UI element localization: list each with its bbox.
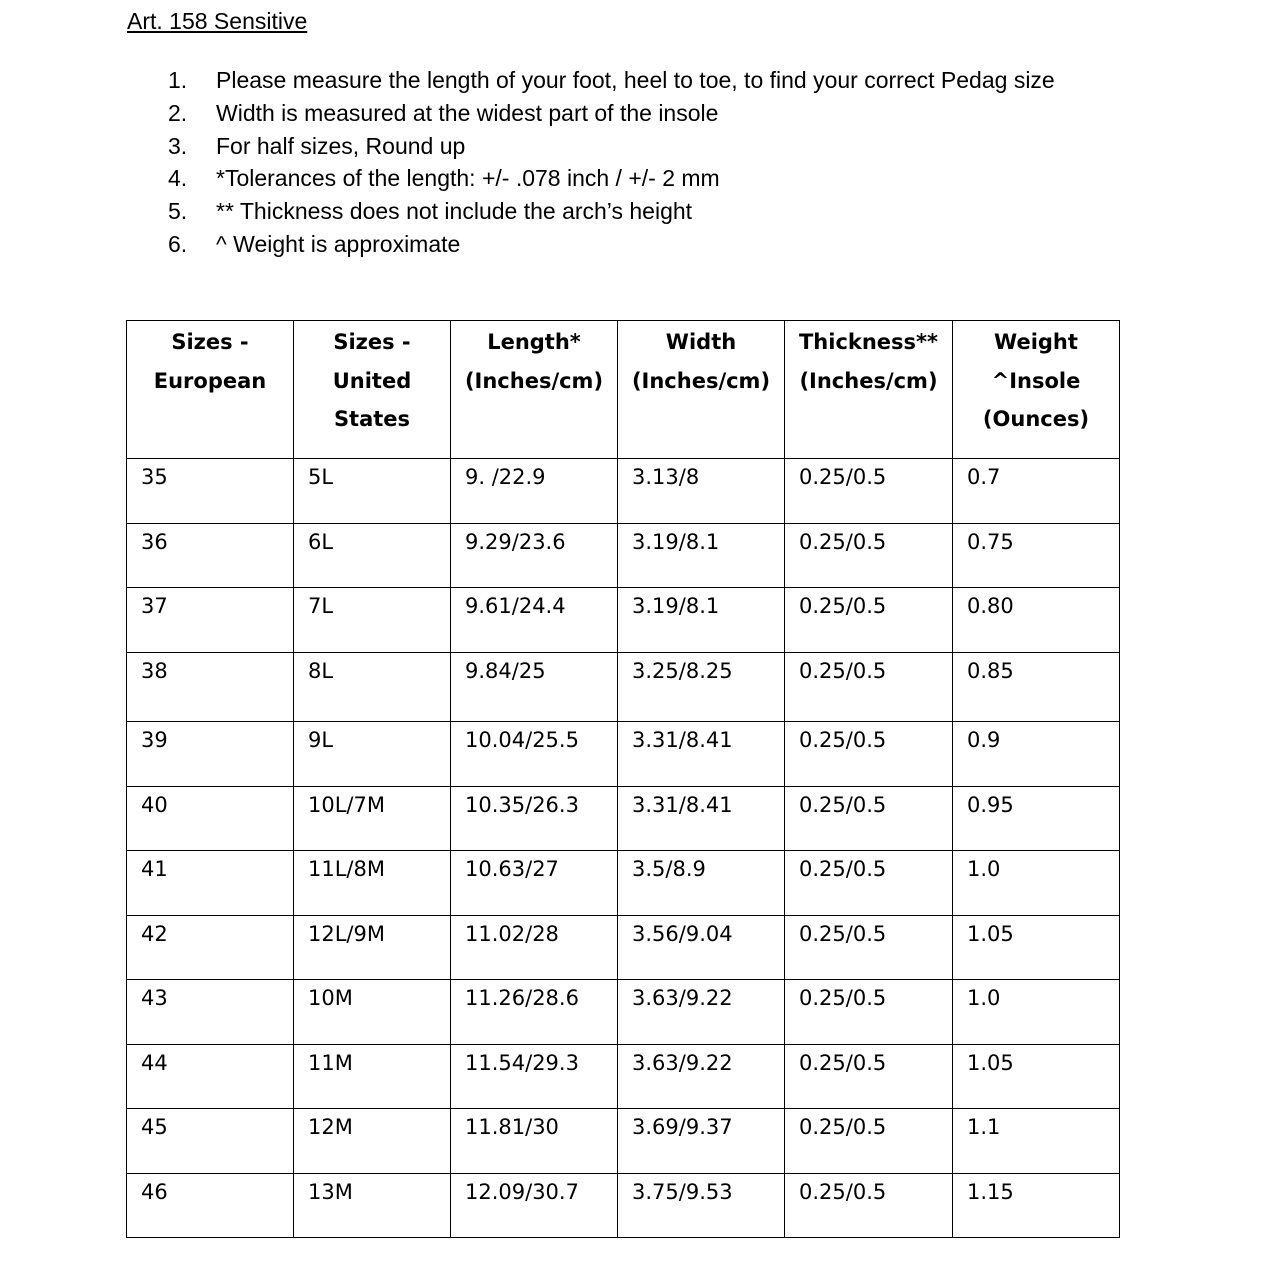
- cell-thickness: 0.25/0.5: [785, 851, 953, 916]
- instruction-item: [168, 195, 1055, 228]
- cell-length: 11.81/30: [451, 1109, 618, 1174]
- cell-thickness: 0.25/0.5: [785, 916, 953, 980]
- cell-thickness: 0.25/0.5: [785, 980, 953, 1045]
- cell-european-size: 45: [127, 1109, 294, 1174]
- table-row: [127, 1174, 1120, 1238]
- cell-european-size: 42: [127, 916, 294, 980]
- instruction-number: 5.: [168, 198, 188, 225]
- instruction-number: 6.: [168, 230, 188, 257]
- cell-width: 3.63/9.22: [618, 1045, 785, 1109]
- table-row: [127, 722, 1120, 787]
- cell-width: 3.56/9.04: [618, 916, 785, 980]
- cell-weight: 0.9: [953, 722, 1120, 787]
- cell-weight: 1.1: [953, 1109, 1120, 1174]
- cell-length: 9.84/25: [451, 653, 618, 722]
- header-weight: Weight ^Insole (Ounces): [953, 321, 1120, 459]
- cell-length: 10.35/26.3: [451, 787, 618, 851]
- table-row: [127, 653, 1120, 722]
- table-row: [127, 588, 1120, 653]
- cell-thickness: 0.25/0.5: [785, 524, 953, 588]
- cell-weight: 0.80: [953, 588, 1120, 653]
- cell-length: 11.54/29.3: [451, 1045, 618, 1109]
- table-row: [127, 1045, 1120, 1109]
- cell-width: 3.19/8.1: [618, 588, 785, 653]
- instruction-number: 3.: [168, 132, 188, 159]
- cell-width: 3.31/8.41: [618, 722, 785, 787]
- instruction-text: Width is measured at the widest part of the insole: [216, 99, 719, 126]
- instruction-number: 1.: [168, 67, 188, 93]
- header-length: Length* (Inches/cm): [451, 321, 618, 459]
- cell-weight: 0.75: [953, 524, 1120, 588]
- cell-us-size: 10L/7M: [294, 787, 451, 851]
- instruction-item: [168, 97, 1055, 130]
- cell-length: 11.26/28.6: [451, 980, 618, 1045]
- cell-length: 9.29/23.6: [451, 524, 618, 588]
- cell-weight: 1.15: [953, 1174, 1120, 1238]
- instruction-text: For half sizes, Round up: [216, 132, 466, 159]
- cell-us-size: 9L: [294, 722, 451, 787]
- cell-thickness: 0.25/0.5: [785, 588, 953, 653]
- cell-weight: 1.0: [953, 980, 1120, 1045]
- instruction-text: *Tolerances of the length: +/- .078 inch / +/- 2 mm: [216, 165, 720, 192]
- cell-european-size: 35: [127, 459, 294, 524]
- cell-weight: 0.95: [953, 787, 1120, 851]
- cell-thickness: 0.25/0.5: [785, 787, 953, 851]
- cell-weight: 1.05: [953, 916, 1120, 980]
- cell-european-size: 43: [127, 980, 294, 1045]
- cell-thickness: 0.25/0.5: [785, 653, 953, 722]
- cell-weight: 1.0: [953, 851, 1120, 916]
- cell-length: 10.04/25.5: [451, 722, 618, 787]
- cell-width: 3.69/9.37: [618, 1109, 785, 1174]
- cell-european-size: 41: [127, 851, 294, 916]
- instruction-number: 2.: [168, 99, 188, 126]
- cell-length: 9. /22.9: [451, 459, 618, 524]
- instruction-item: [168, 228, 1055, 261]
- cell-width: 3.31/8.41: [618, 787, 785, 851]
- cell-european-size: 36: [127, 524, 294, 588]
- cell-width: 3.5/8.9: [618, 851, 785, 916]
- instruction-text: ^ Weight is approximate: [216, 230, 461, 257]
- cell-length: 12.09/30.7: [451, 1174, 618, 1238]
- table-body: [127, 459, 1120, 1238]
- cell-width: 3.19/8.1: [618, 524, 785, 588]
- cell-european-size: 38: [127, 653, 294, 722]
- table-row: [127, 916, 1120, 980]
- cell-european-size: 40: [127, 787, 294, 851]
- cell-european-size: 46: [127, 1174, 294, 1238]
- cell-thickness: 0.25/0.5: [785, 1174, 953, 1238]
- cell-thickness: 0.25/0.5: [785, 722, 953, 787]
- size-chart-table: [126, 320, 1120, 1238]
- cell-length: 9.61/24.4: [451, 588, 618, 653]
- cell-us-size: 10M: [294, 980, 451, 1045]
- cell-length: 11.02/28: [451, 916, 618, 980]
- cell-us-size: 13M: [294, 1174, 451, 1238]
- cell-thickness: 0.25/0.5: [785, 459, 953, 524]
- cell-thickness: 0.25/0.5: [785, 1109, 953, 1174]
- cell-width: 3.75/9.53: [618, 1174, 785, 1238]
- cell-european-size: 44: [127, 1045, 294, 1109]
- instruction-text: ** Thickness does not include the arch’s height: [216, 198, 693, 225]
- cell-width: 3.13/8: [618, 459, 785, 524]
- header-thickness: Thickness** (Inches/cm): [785, 321, 953, 459]
- header-us-size: Sizes - United States: [294, 321, 451, 459]
- cell-weight: 0.85: [953, 653, 1120, 722]
- table-row: [127, 459, 1120, 524]
- document-title: Art. 158 Sensitive: [127, 8, 308, 34]
- cell-weight: 0.7: [953, 459, 1120, 524]
- instruction-number: 4.: [168, 165, 188, 192]
- table-header-row: [127, 321, 1120, 459]
- instruction-text: Please measure the length of your foot, heel to toe, to find your correct Pedag size: [216, 67, 1055, 93]
- cell-thickness: 0.25/0.5: [785, 1045, 953, 1109]
- cell-us-size: 12L/9M: [294, 916, 451, 980]
- cell-us-size: 7L: [294, 588, 451, 653]
- cell-width: 3.63/9.22: [618, 980, 785, 1045]
- table-row: [127, 1109, 1120, 1174]
- header-width: Width (Inches/cm): [618, 321, 785, 459]
- instruction-item: [168, 64, 1055, 97]
- cell-us-size: 12M: [294, 1109, 451, 1174]
- cell-us-size: 6L: [294, 524, 451, 588]
- cell-weight: 1.05: [953, 1045, 1120, 1109]
- table-row: [127, 524, 1120, 588]
- cell-us-size: 8L: [294, 653, 451, 722]
- cell-us-size: 11M: [294, 1045, 451, 1109]
- instructions-list: [168, 64, 1055, 261]
- cell-us-size: 5L: [294, 459, 451, 524]
- cell-width: 3.25/8.25: [618, 653, 785, 722]
- cell-length: 10.63/27: [451, 851, 618, 916]
- cell-european-size: 37: [127, 588, 294, 653]
- cell-us-size: 11L/8M: [294, 851, 451, 916]
- instruction-item: [168, 130, 1055, 163]
- instruction-item: [168, 162, 1055, 195]
- table-row: [127, 980, 1120, 1045]
- cell-european-size: 39: [127, 722, 294, 787]
- table-row: [127, 851, 1120, 916]
- table-row: [127, 787, 1120, 851]
- header-european-size: Sizes - European: [127, 321, 294, 459]
